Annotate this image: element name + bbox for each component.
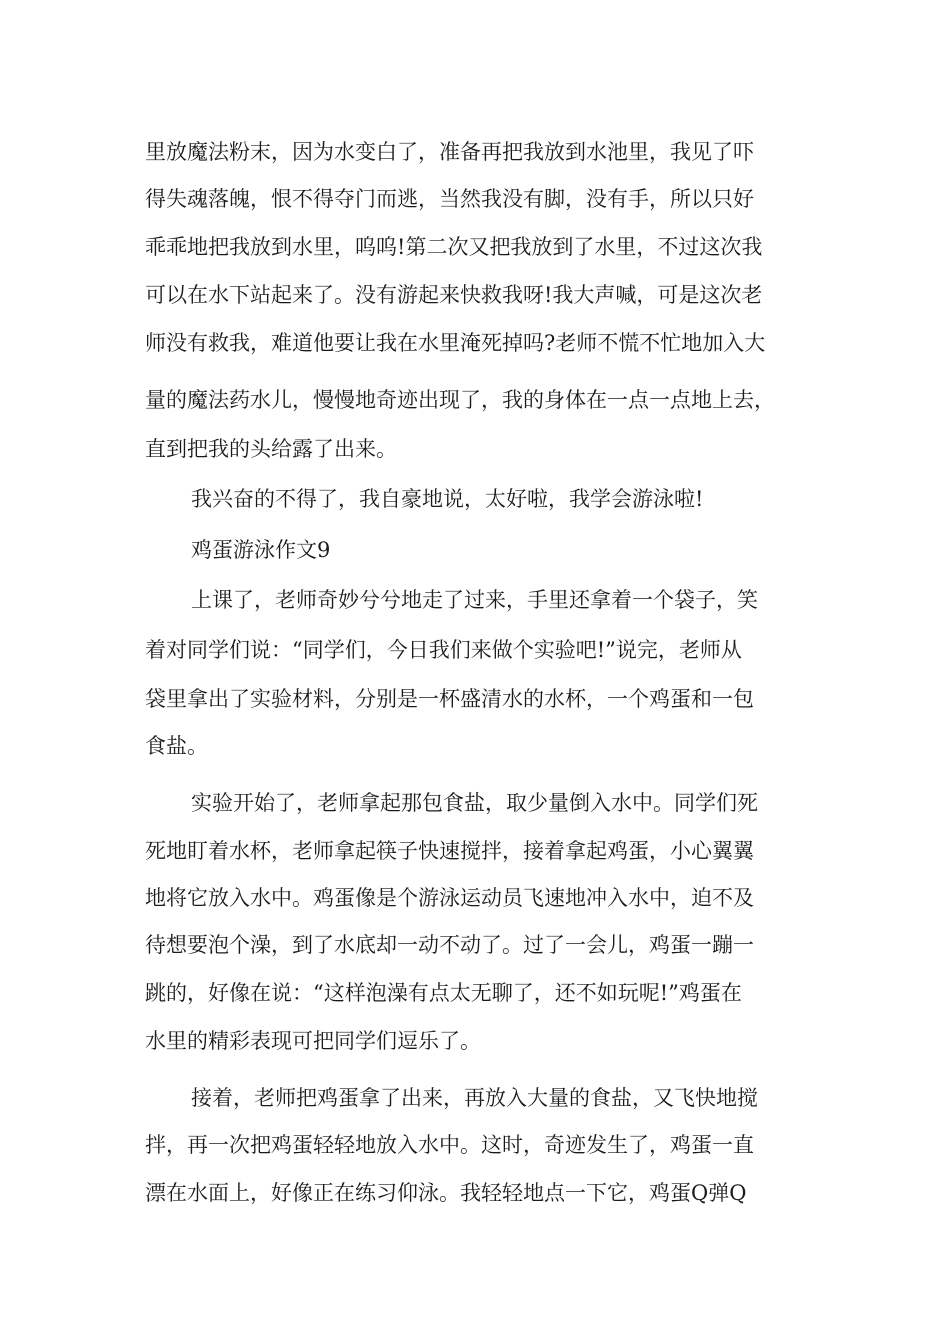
text-line: 袋里拿出了实验材料，分别是一杯盛清水的水杯，一个鸡蛋和一包 — [145, 687, 754, 711]
text-line: 乖乖地把我放到水里，呜呜!第二次又把我放到了水里，不过这次我 — [145, 235, 763, 259]
text-line: 待想要泡个澡，到了水底却一动不动了。过了一会儿，鸡蛋一蹦一 — [145, 933, 754, 957]
paragraph-line: 实验开始了，老师拿起那包食盐，取少量倒入水中。同学们死 — [191, 791, 758, 815]
text-line: 跳的，好像在说：“这样泡澡有点太无聊了，还不如玩呢!”鸡蛋在 — [145, 981, 742, 1005]
text-line: 量的魔法药水儿，慢慢地奇迹出现了，我的身体在一点一点地上去， — [145, 388, 775, 412]
text-line: 里放魔法粉末，因为水变白了，准备再把我放到水池里，我见了吓 — [145, 140, 754, 164]
text-line: 食盐。 — [145, 734, 208, 758]
text-line: 可以在水下站起来了。没有游起来快救我呀!我大声喊，可是这次老 — [145, 283, 763, 307]
text-line: 漂在水面上，好像正在练习仰泳。我轻轻地点一下它，鸡蛋Q弹Q — [145, 1181, 747, 1205]
paragraph-line: 我兴奋的不得了，我自豪地说，太好啦，我学会游泳啦! — [191, 487, 704, 511]
text-line: 死地盯着水杯，老师拿起筷子快速搅拌，接着拿起鸡蛋，小心翼翼 — [145, 839, 754, 863]
text-line: 得失魂落魄，恨不得夺门而逃，当然我没有脚，没有手，所以只好 — [145, 187, 754, 211]
text-line: 着对同学们说：“同学们，今日我们来做个实验吧!”说完，老师从 — [145, 638, 742, 662]
text-line: 直到把我的头给露了出来。 — [145, 437, 397, 461]
text-line: 地将它放入水中。鸡蛋像是个游泳运动员飞速地冲入水中，迫不及 — [145, 886, 754, 910]
paragraph-line: 接着，老师把鸡蛋拿了出来，再放入大量的食盐，又飞快地搅 — [191, 1086, 758, 1110]
paragraph-line: 上课了，老师奇妙兮兮地走了过来，手里还拿着一个袋子，笑 — [191, 588, 758, 612]
text-line: 水里的精彩表现可把同学们逗乐了。 — [145, 1029, 481, 1053]
text-line: 师没有救我，难道他要让我在水里淹死掉吗?老师不慌不忙地加入大 — [145, 331, 766, 355]
text-line: 拌，再一次把鸡蛋轻轻地放入水中。这时，奇迹发生了，鸡蛋一直 — [145, 1133, 754, 1157]
section-heading: 鸡蛋游泳作文9 — [191, 538, 331, 562]
